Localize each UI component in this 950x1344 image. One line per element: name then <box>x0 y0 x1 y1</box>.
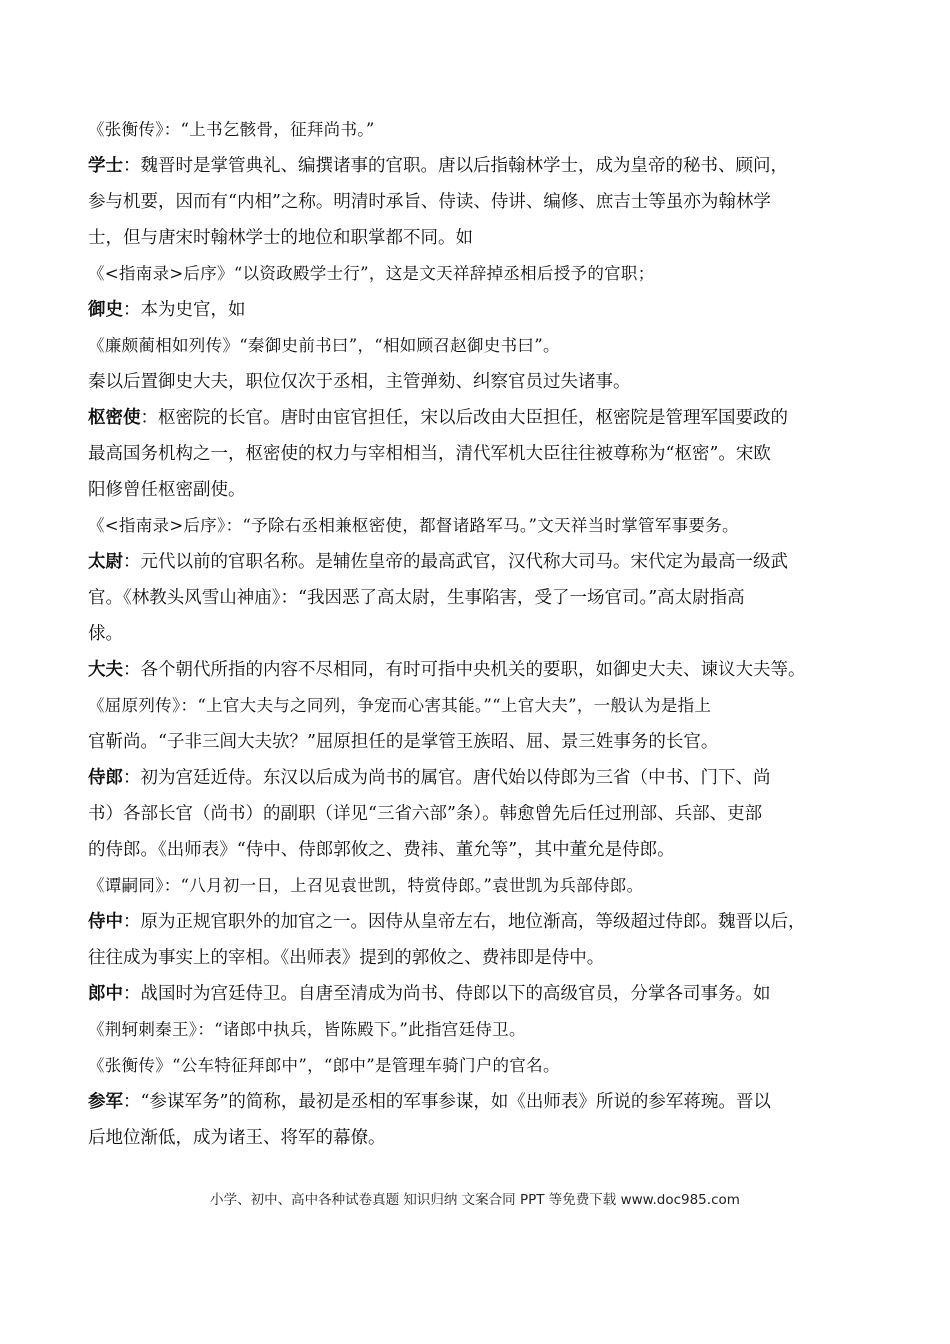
text-line: 《张衡传》：“上书乞骸骨，征拜尚书。” <box>88 120 375 139</box>
definition-line: 侍中：原为正规官职外的加官之一。因侍从皇帝左右，地位渐高，等级超过侍郎。魏晋以后， <box>88 912 806 932</box>
text-line: 最高国务机构之一，枢密使的权力与宰相相当，清代军机大臣往往被尊称为“枢密”。宋欧 <box>88 444 771 464</box>
page-footer: 小学、初中、高中各种试卷真题 知识归纳 文案合同 PPT 等免费下载 www.doc985.com <box>210 1192 740 1208</box>
term-heading: 郎中 <box>88 984 123 1004</box>
text-line: 阳修曾任枢密副使。 <box>88 480 246 500</box>
text-line: 官。《林教头风雪山神庙》：“我因恶了高太尉，生事陷害，受了一场官司。”高太尉指高 <box>88 588 745 608</box>
definition-line: 参军：“参谋军务”的简称，最初是丞相的军事参谋，如《出师表》所说的参军蒋琬。晋以 <box>88 1092 771 1112</box>
term-heading: 参军 <box>88 1092 123 1112</box>
term-heading: 侍郎 <box>88 768 123 788</box>
definition-line: 郎中：战国时为宫廷侍卫。自唐至清成为尚书、侍郎以下的高级官员，分掌各司事务。如 <box>88 984 771 1004</box>
definition-line: 御史：本为史官，如 <box>88 300 246 320</box>
text-line: 秦以后置御史大夫，职位仅次于丞相，主管弹劾、纠察官员过失诸事。 <box>88 372 631 392</box>
text-line: 参与机要，因而有“内相”之称。明清时承旨、侍读、侍讲、编修、庶吉士等虽亦为翰林学 <box>88 192 771 212</box>
document-body <box>88 112 888 1156</box>
text-line: 《<指南录>后序》“以资政殿学士行”，这是文天祥辞掉丞相后授予的官职； <box>88 264 655 283</box>
text-line: 的侍郎。《出师表》“侍中、侍郎郭攸之、费祎、董允等”，其中董允是侍郎。 <box>88 840 675 860</box>
text-line: 《谭嗣同》：“八月初一日，上召见袁世凯，特赏侍郎。”袁世凯为兵部侍郎。 <box>88 876 644 895</box>
text-line: 俅。 <box>88 624 123 644</box>
text-line: 《廉颇蔺相如列传》“秦御史前书曰”，“相如顾召赵御史书曰”。 <box>88 336 560 355</box>
term-heading: 太尉 <box>88 552 123 572</box>
definition-line: 太尉：元代以前的官职名称。是辅佐皇帝的最高武官，汉代称大司马。宋代定为最高一级武 <box>88 552 788 572</box>
definition-line: 侍郎：初为宫廷近侍。东汉以后成为尚书的属官。唐代始以侍郎为三省（中书、门下、尚 <box>88 768 771 788</box>
term-heading: 大夫 <box>88 660 123 680</box>
term-heading: 侍中 <box>88 912 123 932</box>
text-line: 《张衡传》“公车特征拜郎中”，“郎中”是管理车骑门户的官名。 <box>88 1056 560 1075</box>
text-line: 《<指南录>后序》：“予除右丞相兼枢密使，都督诸路军马。”文天祥当时掌管军事要务。 <box>88 516 739 535</box>
text-line: 往往成为事实上的宰相。《出师表》提到的郭攸之、费祎即是侍中。 <box>88 948 605 968</box>
text-line: 士，但与唐宋时翰林学士的地位和职掌都不同。如 <box>88 228 473 248</box>
text-line: 《荆轲刺秦王》：“诸郎中执兵，皆陈殿下。”此指宫廷侍卫。 <box>88 1020 526 1039</box>
text-line: 官靳尚。“子非三闾大夫欤？”屈原担任的是掌管王族昭、屈、景三姓事务的长官。 <box>88 732 719 752</box>
text-line: 后地位渐低，成为诸王、将军的幕僚。 <box>88 1128 386 1148</box>
term-heading: 枢密使 <box>88 408 141 428</box>
text-line: 《屈原列传》：“上官大夫与之同列，争宠而心害其能。”“上官大夫”，一般认为是指上 <box>88 696 712 715</box>
term-heading: 学士 <box>88 156 123 176</box>
definition-line: 大夫：各个朝代所指的内容不尽相同，有时可指中央机关的要职，如御史大夫、谏议大夫等。 <box>88 660 806 680</box>
definition-line: 枢密使：枢密院的长官。唐时由宦官担任，宋以后改由大臣担任，枢密院是管理军国要政的 <box>88 408 788 428</box>
term-heading: 御史 <box>88 300 123 320</box>
definition-line: 学士：魏晋时是掌管典礼、编撰诸事的官职。唐以后指翰林学士，成为皇帝的秘书、顾问， <box>88 156 788 176</box>
text-line: 书）各部长官（尚书）的副职（详见“三省六部”条）。韩愈曾先后任过刑部、兵部、吏部 <box>88 804 763 824</box>
